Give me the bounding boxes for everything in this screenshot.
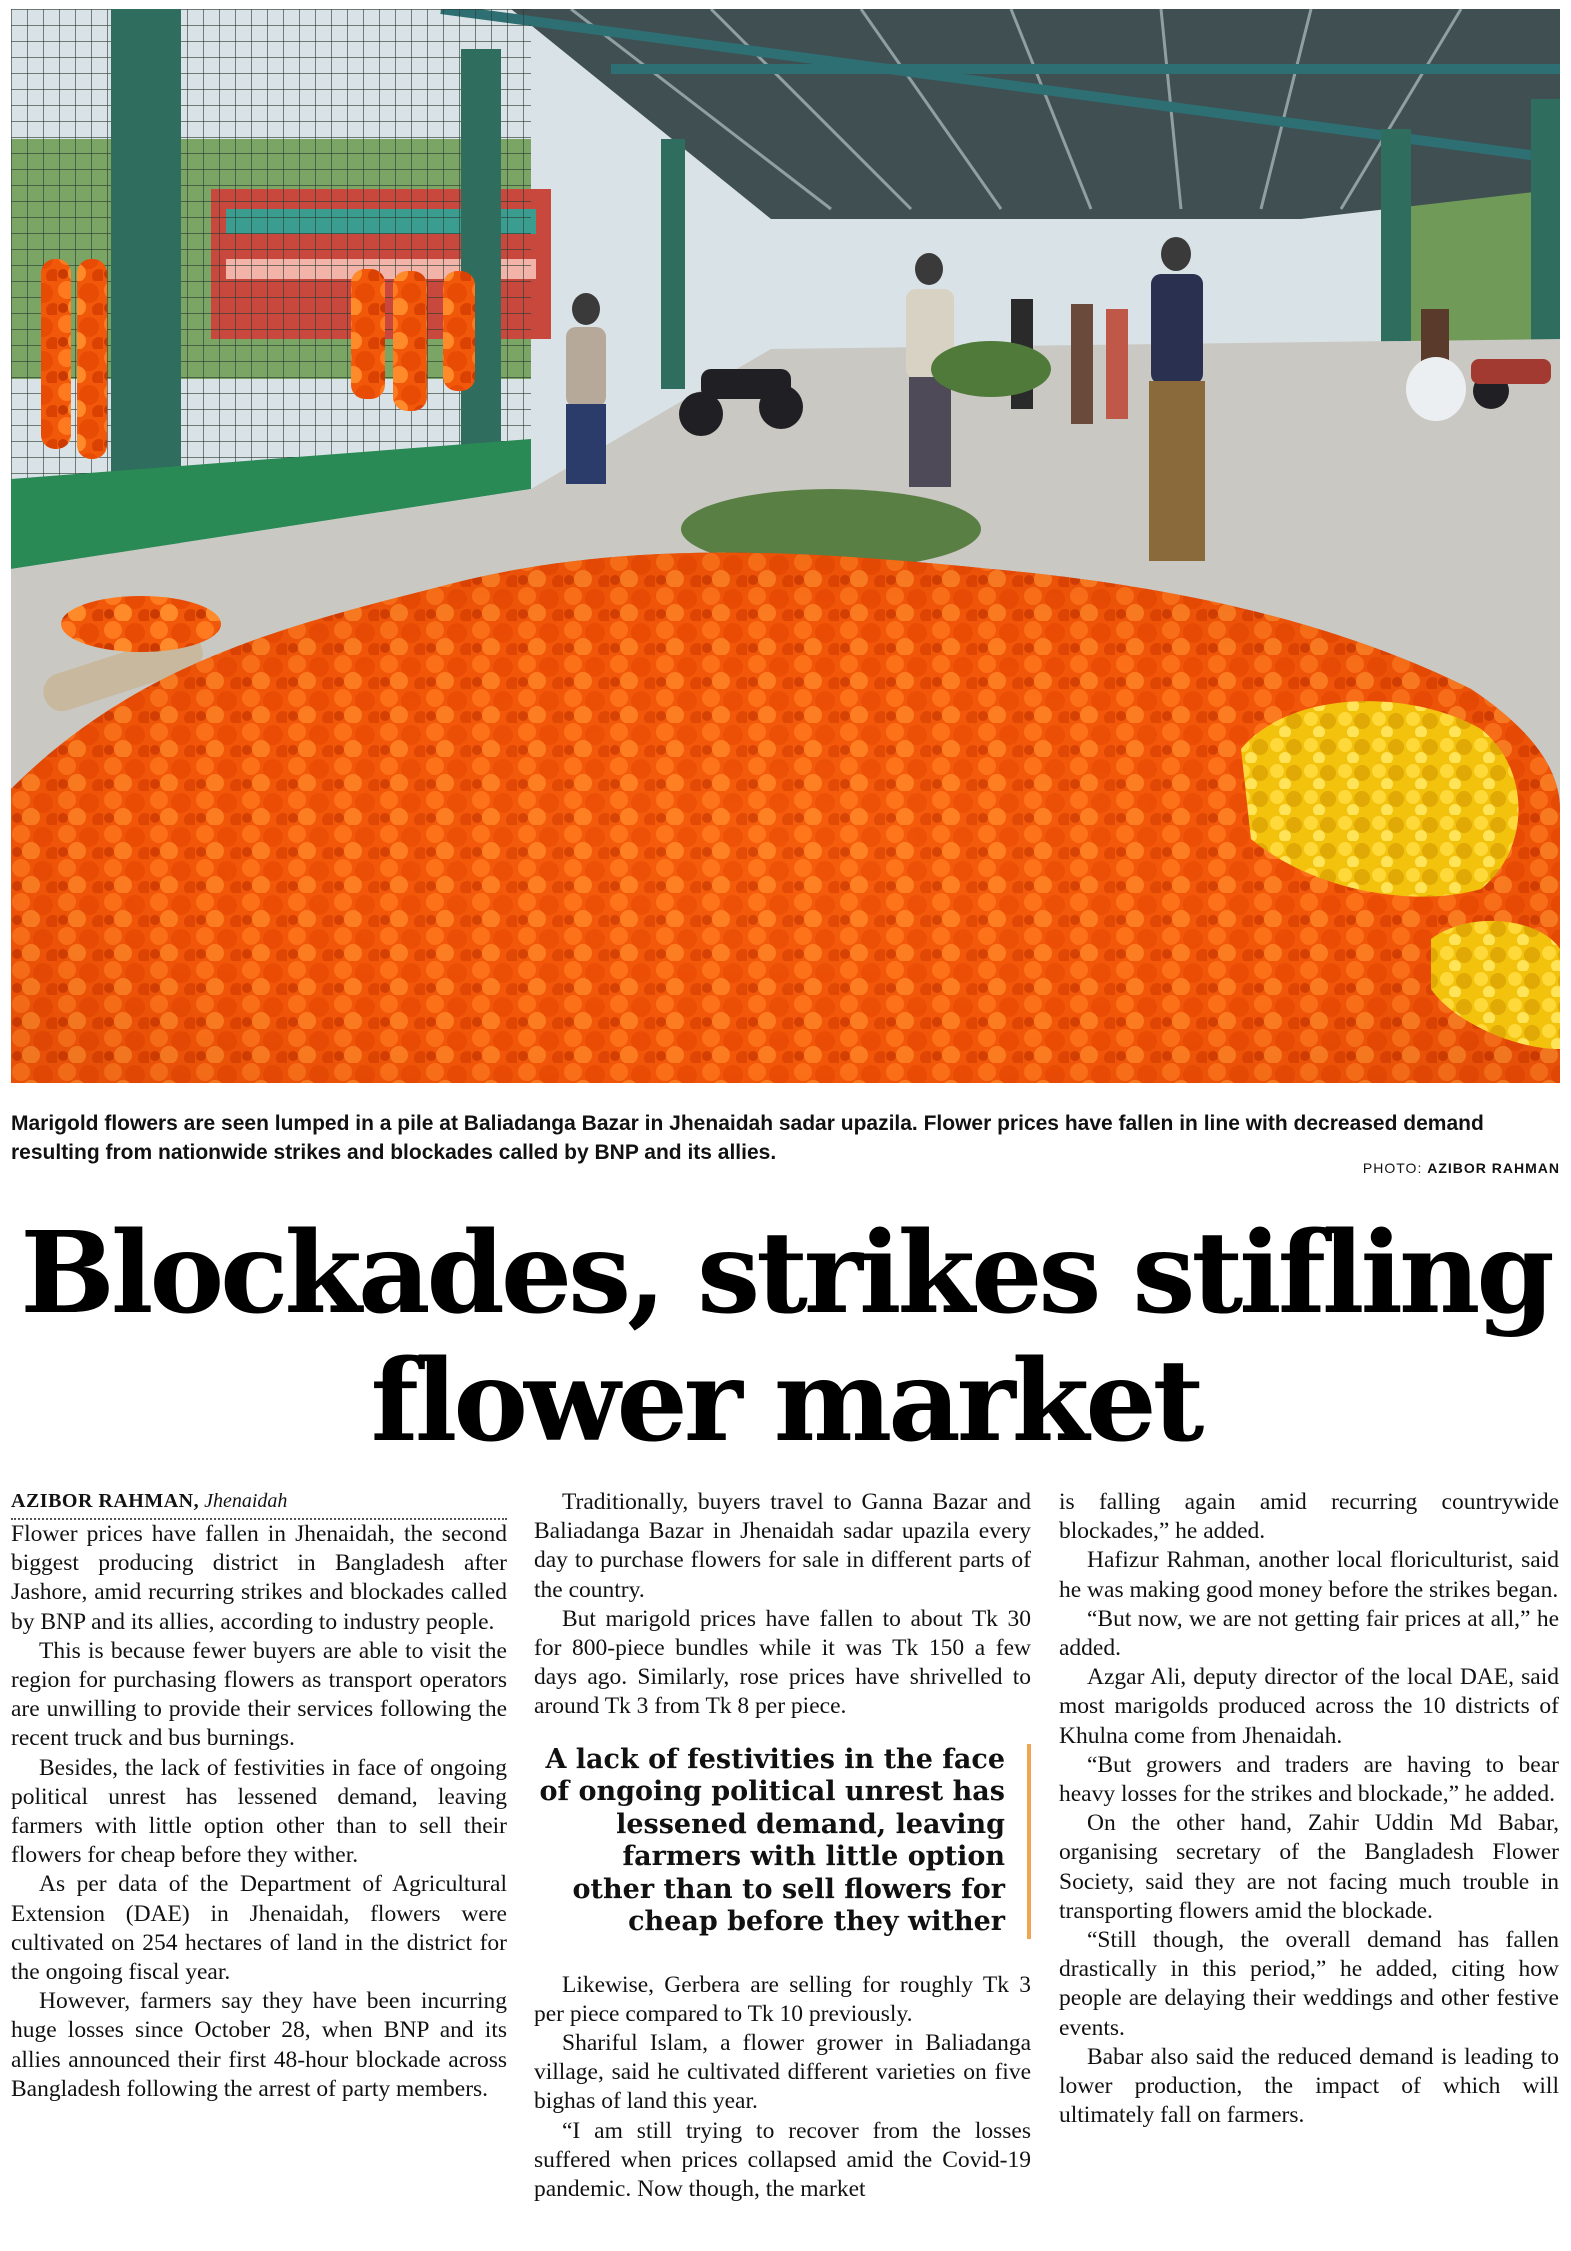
paragraph: Besides, the lack of festivities in face of ongoing political unrest has lessened demand, leaving farmers with little option other than to sell their flowers for cheap before they wither. [11, 1754, 507, 1869]
paragraph: Shariful Islam, a flower grower in Baliadanga village, said he cultivated different varieties on five bighas of land this year. [534, 2030, 1031, 2115]
paragraph: Hafizur Rahman, another local floriculturist, said he was making good money before the strikes began. [1059, 1547, 1559, 1603]
headline-line-2: flower market [370, 1336, 1201, 1467]
paragraph: “But now, we are not getting fair prices at all,” he added. [1059, 1605, 1559, 1662]
paragraph: “Still though, the overall demand has fallen drastically in this period,” he added, citing how people are delaying their weddings and other festive events. [1059, 1927, 1559, 2041]
paragraph: But marigold prices have fallen to about Tk 30 for 800-piece bundles while it was Tk 150 a few days ago. Similarly, rose prices have shrivelled to around Tk 3 from Tk 8 per piece. [534, 1605, 1031, 1720]
paragraph: As per data of the Department of Agricultural Extension (DAE) in Jhenaidah, flowers were cultivated on 254 hectares of land in the district for the ongoing fiscal year. [11, 1871, 507, 1986]
photo-credit [1363, 1160, 1560, 1176]
paragraph: “I am still trying to recover from the losses suffered when prices collapsed amid the Covid-19 pandemic. Now though, the market [534, 2117, 1031, 2203]
paragraph: Babar also said the reduced demand is leading to lower production, the impact of which will ultimately fall on farmers. [1059, 2043, 1559, 2129]
paragraph: Azgar Ali, deputy director of the local DAE, said most marigolds produced across the 10 districts of Khulna come from Jhenaidah. [1059, 1664, 1559, 1749]
article-column-3 [1059, 1488, 1559, 2130]
article-photo [11, 9, 1560, 1083]
byline-name: AZIBOR RAHMAN, [11, 1490, 200, 1512]
paragraph: On the other hand, Zahir Uddin Md Babar, organising secretary of the Bangladesh Flower Society, said they are not facing much trouble in transporting flowers amid the blockade. [1059, 1810, 1559, 1924]
headline [0, 1210, 1571, 1466]
article-column-1 [11, 1488, 507, 2104]
paragraph: “But growers and traders are having to bear heavy losses for the strikes and blockade,” he added. [1059, 1751, 1559, 1808]
paragraph: Traditionally, buyers travel to Ganna Bazar and Baliadanga Bazar in Jhenaidah sadar upazila every day to purchase flowers for sale in different parts of the country. [534, 1489, 1031, 1603]
marigold-pile-photo [11, 9, 1560, 1083]
paragraph: is falling again amid recurring countrywide blockades,” he added. [1059, 1489, 1559, 1545]
photo-caption: Marigold flowers are seen lumped in a pile at Baliadanga Bazar in Jhenaidah sadar upazila. Flower prices have fallen in line with decreased demand resulting from nationwide strikes and blockades called by BNP and its allies. [11, 1112, 1484, 1164]
photo-credit-label: PHOTO: [1362, 1160, 1423, 1176]
byline-place: Jhenaidah [204, 1490, 288, 1512]
photo-credit-name: AZIBOR RAHMAN [1427, 1160, 1560, 1176]
paragraph: This is because fewer buyers are able to visit the region for purchasing flowers as transport operators are unwilling to provide their services following the recent truck and bus burnings. [11, 1637, 507, 1752]
pull-quote: A lack of festivities in the face of ongoing political unrest has lessened demand, leaving farmers with little option other than to sell flowers for cheap before they wither [534, 1744, 1031, 1939]
article-column-2 [534, 1488, 1031, 2204]
headline-line-1: Blockades, strikes stifling [20, 1208, 1551, 1339]
paragraph: Likewise, Gerbera are selling for roughly Tk 3 per piece compared to Tk 10 previously. [534, 1971, 1031, 2027]
paragraph: However, farmers say they have been incurring huge losses since October 28, when BNP and its allies announced their first 48-hour blockade across Bangladesh following the arrest of party members. [11, 1988, 507, 2102]
byline [11, 1488, 507, 1520]
paragraph: Flower prices have fallen in Jhenaidah, the second biggest producing district in Bangladesh after Jashore, amid recurring strikes and blockades called by BNP and its allies, according to industry people. [11, 1521, 507, 1635]
